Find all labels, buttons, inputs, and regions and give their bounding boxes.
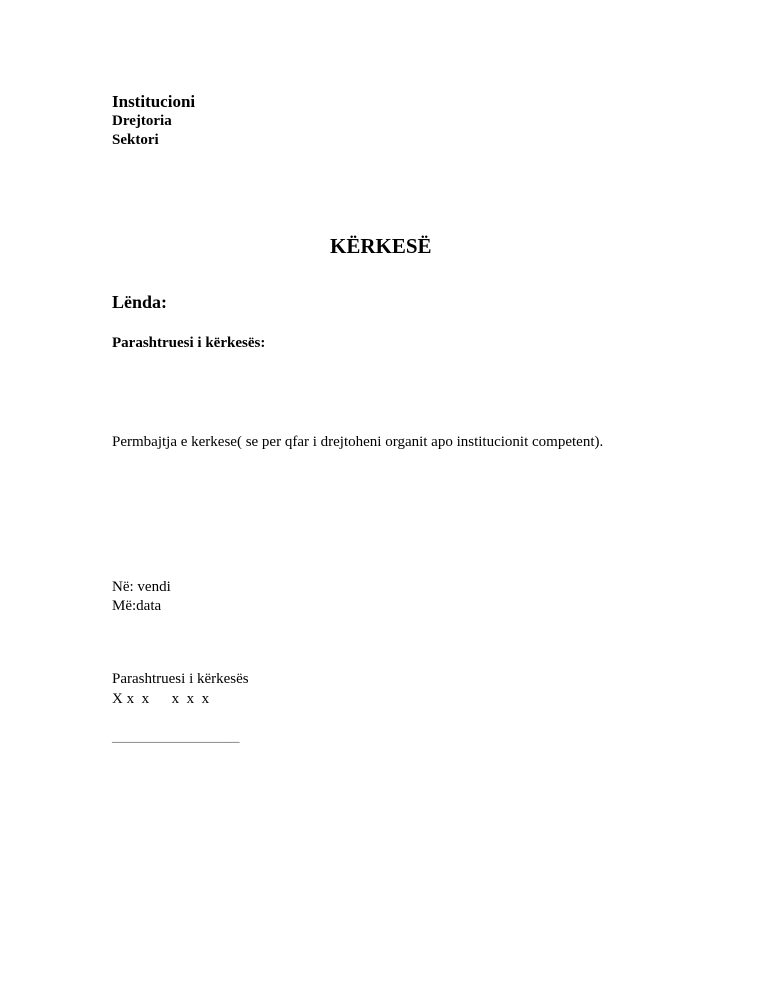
institution-name: Institucioni [112, 92, 196, 111]
subject-label: Lënda: [112, 292, 168, 312]
content-label: Permbajtja e kerkese( se per qfar i drejtoheni organit apo institucionit competent). [112, 434, 604, 450]
document-title: KËRKESË [330, 234, 432, 258]
applicant-label: Parashtruesi i kërkesës: [112, 335, 266, 351]
signature-line: _________________ [112, 729, 240, 745]
signature-name: X x x x x x [112, 691, 210, 707]
date-label: Më:data [112, 598, 162, 614]
place-label: Në: vendi [112, 579, 171, 595]
sector-name: Sektori [112, 132, 159, 148]
signature-label: Parashtruesi i kërkesës [112, 671, 249, 687]
directorate-name: Drejtoria [112, 113, 172, 129]
